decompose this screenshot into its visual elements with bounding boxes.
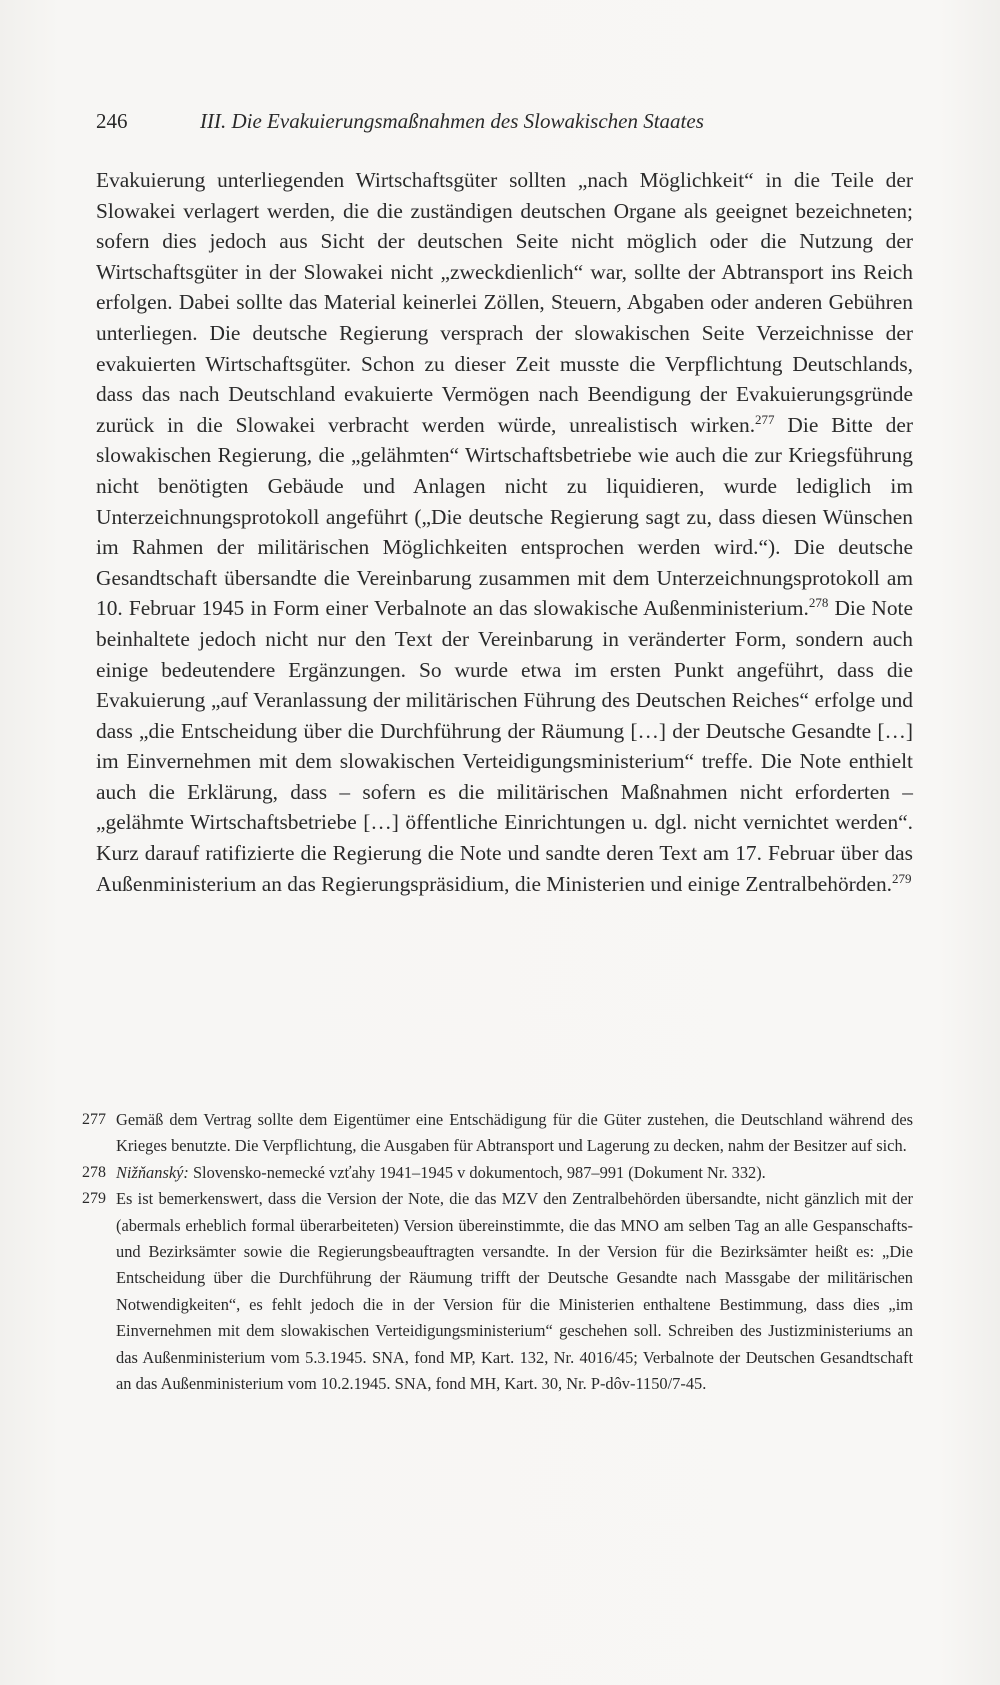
body-text-part-1: Evakuierung unterliegenden Wirtschaftsgüter sollten „nach Möglichkeit“ in die Teile der Slowakei verlagert werden, die die zuständigen deutschen Organe als geeignet bezeichneten; sofern dies jedoch aus Sicht der deutschen Seite nicht möglich oder die Nutzung der Wirtschaftsgüter in der Slowakei nicht „zweckdienlich“ war, sollte der Abtransport ins Reich erfolgen. Dabei sollte das Material keinerlei Zöllen, Steuern, Abgaben oder anderen Gebühren unterliegen. Die deutsche Regierung versprach der slowakischen Seite Verzeichnisse der evakuierten Wirtschaftsgüter. Schon zu dieser Zeit musste die Verpflichtung Deutschlands, dass das nach Deutschland evakuierte Vermögen nach Beendigung der Evakuierungsgründe zurück in die Slowakei verbracht werden würde, unrealistisch wirken. — [96, 168, 913, 437]
footnote-text: Es ist bemerkenswert, dass die Version der Note, die das MZV den Zentralbehörden übersandte, nicht gänzlich mit der (abermals erheblich formal überarbeiteten) Version übereinstimmte, die das MNO am selben Tag an alle Gespanschafts- und Bezirksämter sowie die Regierungsbeauftragten versandte. In der Version für die Bezirksämter heißt es: „Die Entscheidung über die Durchführung der Räumung trifft der Deutsche Gesandte nach Massgabe der militärischen Notwendigkeiten“, es fehlt jedoch die in der Version für die Ministerien enthaltene Bestimmung, dass dies „im Einvernehmen mit dem slowakischen Verteidigungsministerium“ geschehen soll. Schreiben des Justizministeriums an das Außenministerium vom 5.3.1945. SNA, fond MP, Kart. 132, Nr. 4016/45; Verbalnote der Deutschen Gesandtschaft an das Außenministerium vom 10.2.1945. SNA, fond MH, Kart. 30, Nr. P-dôv-1150/7-45. — [116, 1189, 913, 1394]
body-paragraph — [96, 165, 913, 899]
footnotes — [82, 1107, 913, 1397]
body-text-part-3: Die Note beinhaltete jedoch nicht nur den Text der Vereinbarung in veränderter Form, sondern auch einige bedeutendere Ergänzungen. So wurde etwa im ersten Punkt angeführt, dass die Evakuierung „auf Veranlassung der militärischen Führung des Deutschen Reiches“ erfolge und dass „die Entscheidung über die Durchführung der Räumung […] der Deutsche Gesandte […] im Einvernehmen mit dem slowakischen Verteidigungsministerium“ treffe. Die Note enthielt auch die Erklärung, dass – sofern es die militärischen Maßnahmen nicht erforderten – „gelähmte Wirtschaftsbetriebe […] öffentliche Einrichtungen u. dgl. nicht vernichtet werden“. Kurz darauf ratifizierte die Regierung die Note und sandte deren Text am 17. Februar über das Außenministerium an das Regierungspräsidium, die Ministerien und einige Zentralbehörden. — [96, 596, 913, 896]
body-text-part-2: Die Bitte der slowakischen Regierung, die „gelähmten“ Wirtschaftsbetriebe wie auch die zur Kriegsführung nicht benötigten Gebäude und Anlagen nicht zu liquidieren, wurde lediglich im Unterzeichnungsprotokoll angeführt („Die deutsche Regierung sagt zu, dass diesen Wünschen im Rahmen der militärischen Möglichkeiten entsprochen werden wird.“). Die deutsche Gesandtschaft übersandte die Vereinbarung zusammen mit dem Unterzeichnungsprotokoll am 10. Februar 1945 in Form einer Verbalnote an das slowakische Außenministerium. — [96, 412, 913, 621]
footnote-text: Slovensko-nemecké vzťahy 1941–1945 v dokumentoch, 987–991 (Dokument Nr. 332). — [188, 1162, 766, 1182]
page-number: 246 — [96, 109, 128, 133]
running-title: III. Die Evakuierungsmaßnahmen des Slowakischen Staates — [200, 109, 704, 133]
footnote-279 — [82, 1186, 913, 1397]
main-text — [96, 165, 913, 899]
footnote-ref-279[interactable]: 279 — [892, 870, 912, 886]
footnote-277 — [82, 1107, 913, 1160]
footnote-278 — [82, 1160, 913, 1186]
footnote-number: 278 — [82, 1163, 106, 1181]
footnote-number: 277 — [82, 1111, 106, 1128]
footnote-ref-278[interactable]: 278 — [808, 595, 829, 611]
footnote-number: 279 — [82, 1190, 106, 1208]
footnote-text: Gemäß dem Vertrag sollte dem Eigentümer eine Entschädigung für die Güter zustehen, die Deutschland während des Krieges benutzte. Die Verpflichtung, die Ausgaben für Abtransport und Lagerung zu decken, nahm der Besitzer auf sich. — [116, 1110, 913, 1156]
footnote-author: Nižňanský: — [116, 1162, 189, 1182]
running-header — [96, 106, 916, 136]
footnote-ref-277[interactable]: 277 — [755, 411, 775, 427]
